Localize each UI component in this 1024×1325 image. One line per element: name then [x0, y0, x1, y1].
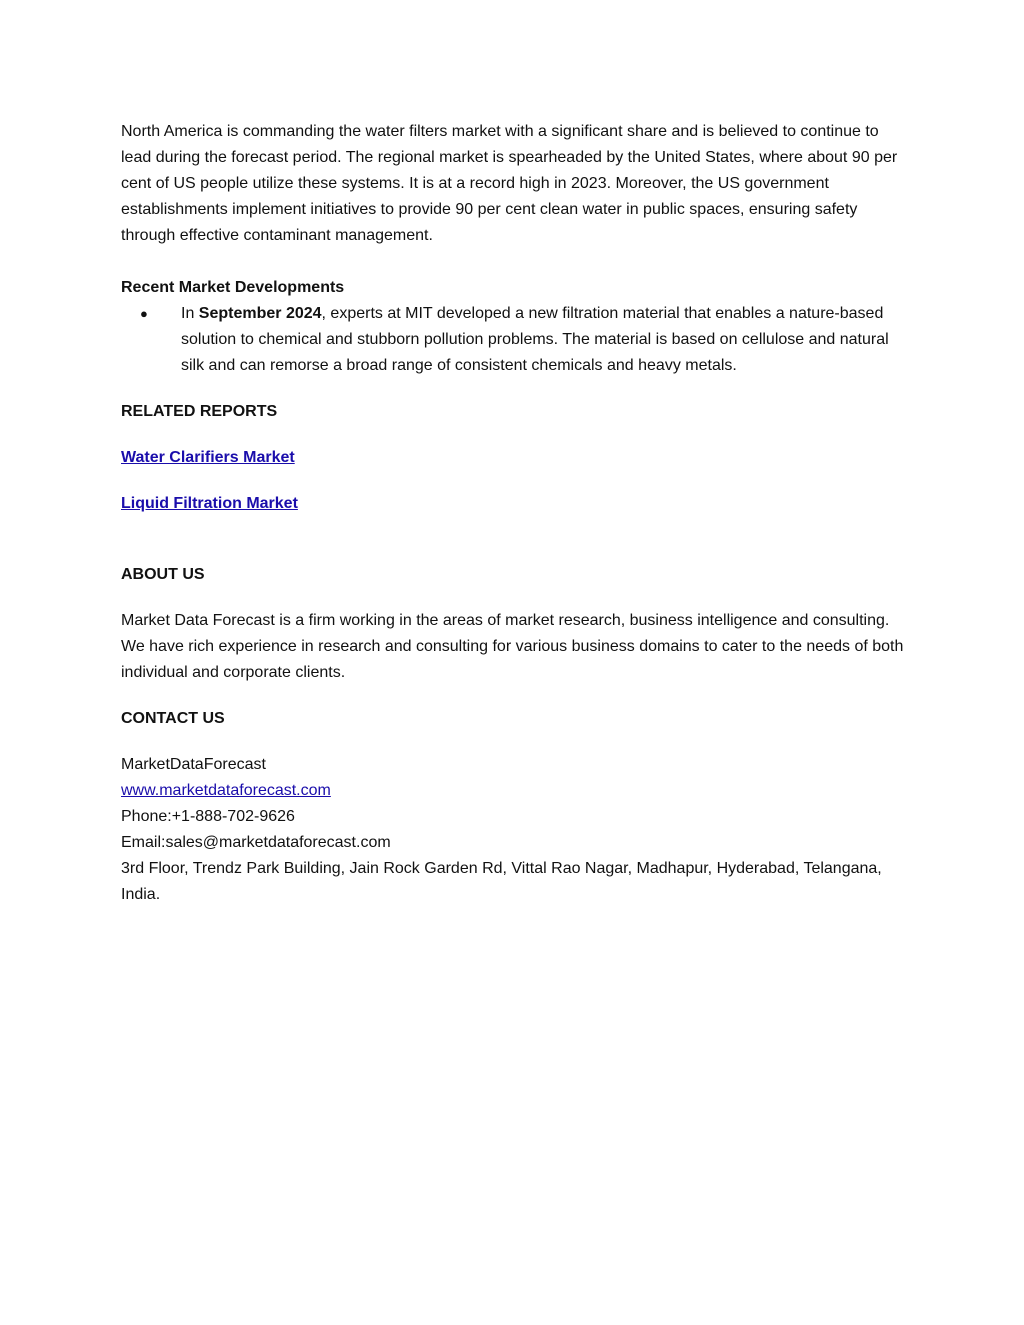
contact-email: Email:sales@marketdataforecast.com — [121, 834, 391, 851]
bullet-prefix: In — [181, 305, 199, 322]
contact-phone: Phone:+1-888-702-9626 — [121, 808, 295, 825]
related-reports-heading: RELATED REPORTS — [121, 403, 278, 420]
about-heading: ABOUT US — [121, 566, 205, 583]
spacer — [121, 471, 911, 491]
spacer — [121, 249, 911, 275]
about-paragraph: Market Data Forecast is a firm working in the areas of market research, business intelligence and consulting. We have rich experience in research and consulting for various business domains to cater to the needs of both individual and corporate clients. — [121, 612, 904, 681]
spacer — [121, 379, 911, 399]
contact-address: 3rd Floor, Trendz Park Building, Jain Rock Garden Rd, Vittal Rao Nagar, Madhapur, Hyderabad, Telangana, India. — [121, 860, 882, 903]
spacer — [121, 686, 911, 706]
bullet-date: September 2024 — [198, 305, 322, 322]
contact-block — [121, 752, 911, 908]
intro-paragraph: North America is commanding the water filters market with a significant share and is believed to continue to lead during the forecast period. The regional market is spearheaded by the United States, where about 90 per cent of US people utilize these systems. It is at a record high in 2023. Moreover, the US government establishments implement initiatives to provide 90 per cent clean water in public spaces, ensuring safety through effective contaminant management. — [121, 123, 898, 244]
list-item — [121, 301, 911, 379]
contact-company: MarketDataForecast — [121, 756, 266, 773]
spacer — [121, 732, 911, 752]
developments-list — [121, 301, 911, 379]
spacer — [121, 425, 911, 445]
contact-heading: CONTACT US — [121, 710, 225, 727]
bullet-text: , experts at MIT developed a new filtration material that enables a nature-based solution to chemical and stubborn pollution problems. The material is based on cellulose and natural silk and can remorse a broad range of consistent chemicals and heavy metals. — [181, 305, 889, 374]
bullet-icon: ● — [140, 306, 148, 321]
developments-heading: Recent Market Developments — [121, 279, 345, 296]
related-link-liquid-filtration[interactable]: Liquid Filtration Market — [121, 495, 298, 512]
related-link-water-clarifiers[interactable]: Water Clarifiers Market — [121, 449, 295, 466]
contact-website-link[interactable]: www.marketdataforecast.com — [121, 782, 331, 799]
spacer — [121, 588, 911, 608]
spacer — [121, 517, 911, 562]
document-page — [121, 119, 911, 908]
